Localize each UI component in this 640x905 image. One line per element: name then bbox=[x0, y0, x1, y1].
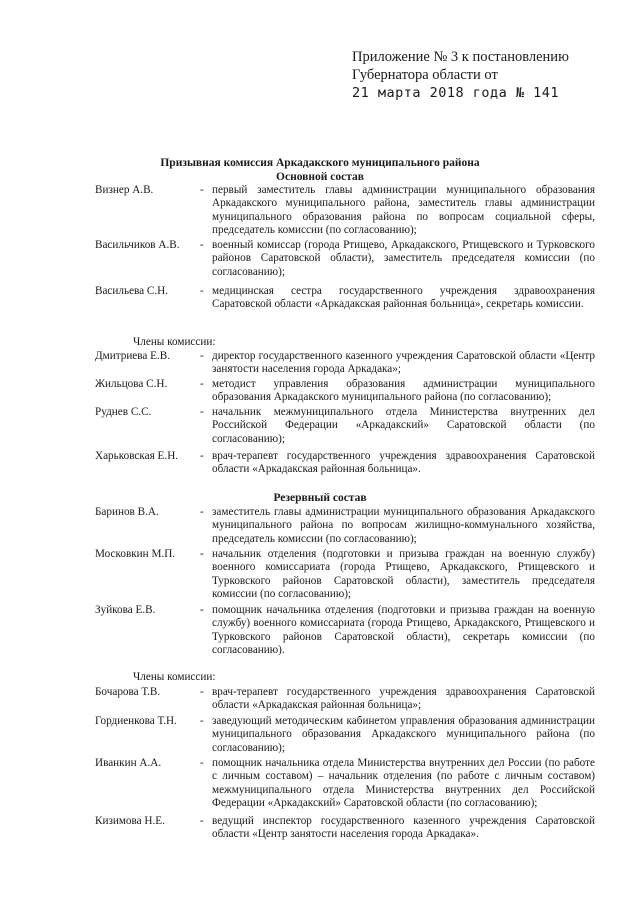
document-title: Призывная комиссия Аркадакского муниципального района bbox=[160, 157, 480, 169]
person-name: Васильчиков А.В. bbox=[95, 239, 180, 251]
person-position: начальник межмуниципального отдела Министерства внутренних дел Российской Федерации «Аркадакский» Саратовской области (по согласованию); bbox=[212, 406, 595, 445]
dash: - bbox=[200, 184, 204, 196]
person-name: Иванкин А.А. bbox=[95, 757, 162, 769]
reserve-composition-heading: Резервный состав bbox=[273, 492, 367, 504]
dash: - bbox=[200, 815, 204, 827]
dash: - bbox=[200, 715, 204, 727]
person-position: помощник начальника отделения (подготовки и призыва граждан на военную службу) военного комиссариата (города Ртищево, Аркадакского, Ртищевского и Турковского районов Саратовской области), секретарь комиссии (по согласованию). bbox=[212, 604, 595, 657]
person-position: врач-терапевт государственного учреждения здравоохранения Саратовской области «Аркадакская районная больница»; bbox=[212, 686, 595, 712]
person-name: Жильцова С.Н. bbox=[95, 378, 168, 390]
dash: - bbox=[200, 350, 204, 362]
list-item bbox=[95, 285, 595, 312]
list-item bbox=[95, 815, 595, 842]
person-name: Дмитриева Е.В. bbox=[95, 350, 171, 362]
person-position: первый заместитель главы администрации муниципального образования Аркадакского муниципального района, заместитель главы администрации муниципального образования района по вопросам социальной сферы, председатель комиссии (по согласованию); bbox=[212, 184, 595, 237]
person-position: директор государственного казенного учреждения Саратовской области «Центр занятости населения города Аркадака»; bbox=[212, 350, 595, 376]
person-name: Харьковская Е.Н. bbox=[95, 450, 179, 462]
main-composition-heading: Основной состав bbox=[276, 171, 364, 183]
person-position: военный комиссар (города Ртищево, Аркадакского, Ртищевского и Турковского районов Саратовской области), заместитель председателя комиссии (по согласованию); bbox=[212, 239, 595, 278]
list-item bbox=[95, 350, 595, 377]
person-position: заместитель главы администрации муниципального образования Аркадакского муниципального района по вопросам жилищно-коммунального хозяйства, председатель комиссии (по согласованию); bbox=[212, 506, 595, 545]
person-name: Кизимова Н.Е. bbox=[95, 815, 165, 827]
person-position: методист управления образования администрации муниципального образования Аркадакского муниципального района (по согласованию); bbox=[212, 378, 595, 404]
list-item bbox=[95, 686, 595, 713]
list-item bbox=[95, 506, 595, 546]
dash: - bbox=[200, 506, 204, 518]
person-position: ведущий инспектор государственного казенного учреждения Саратовской области «Центр занятости населения города Аркадака». bbox=[212, 815, 595, 841]
list-item bbox=[95, 604, 595, 658]
person-position: помощник начальника отдела Министерства внутренних дел России (по работе с личным составом) – начальник отделения (по работе с личным составом) межмуниципального отдела Министерства внутренних дел Российской Федерации «Аркадакский» Саратовской области (по согласованию); bbox=[212, 757, 595, 810]
appendix-header bbox=[352, 48, 569, 102]
person-name: Васильева С.Н. bbox=[95, 285, 169, 297]
appendix-line-3: 21 марта 2018 года № 141 bbox=[352, 85, 560, 101]
person-position: начальник отделения (подготовки и призыва граждан на военную службу) военного комиссариата (города Ртищево, Аркадакского, Ртищевского и Турковского районов Саратовской области), заместитель председателя комиссии (по согласованию); bbox=[212, 548, 595, 601]
person-name: Гордиенкова Т.Н. bbox=[95, 715, 177, 727]
dash: - bbox=[200, 548, 204, 560]
person-position: медицинская сестра государственного учреждения здравоохранения Саратовской области «Аркадакская районная больница», секретарь комиссии. bbox=[212, 285, 595, 311]
list-item bbox=[95, 406, 595, 446]
list-item bbox=[95, 450, 595, 477]
person-name: Руднев С.С. bbox=[95, 406, 152, 418]
person-name: Баринов В.А. bbox=[95, 506, 159, 518]
appendix-line-2: Губернатора области от bbox=[352, 67, 498, 83]
person-name: Зуйкова Е.В. bbox=[95, 604, 156, 616]
dash: - bbox=[200, 757, 204, 769]
dash: - bbox=[200, 239, 204, 251]
appendix-line-1: Приложение № 3 к постановлению bbox=[352, 49, 569, 65]
person-name: Московкин М.П. bbox=[95, 548, 176, 560]
list-item bbox=[95, 548, 595, 602]
dash: - bbox=[200, 450, 204, 462]
list-item bbox=[95, 184, 595, 238]
list-item bbox=[95, 239, 595, 279]
person-position: заведующий методическим кабинетом управления образования администрации муниципального образования Аркадакского муниципального района (по согласованию); bbox=[212, 715, 595, 754]
person-name: Визнер А.В. bbox=[95, 184, 154, 196]
dash: - bbox=[200, 406, 204, 418]
dash: - bbox=[200, 686, 204, 698]
person-position: врач-терапевт государственного учреждения здравоохранения Саратовской области «Аркадакская районная больница». bbox=[212, 450, 595, 476]
members-label: Члены комиссии: bbox=[133, 336, 216, 348]
list-item bbox=[95, 715, 595, 755]
dash: - bbox=[200, 378, 204, 390]
list-item bbox=[95, 757, 595, 811]
members-label: Члены комиссии: bbox=[133, 671, 216, 683]
dash: - bbox=[200, 604, 204, 616]
list-item bbox=[95, 378, 595, 405]
dash: - bbox=[200, 285, 204, 297]
person-name: Бочарова Т.В. bbox=[95, 686, 161, 698]
